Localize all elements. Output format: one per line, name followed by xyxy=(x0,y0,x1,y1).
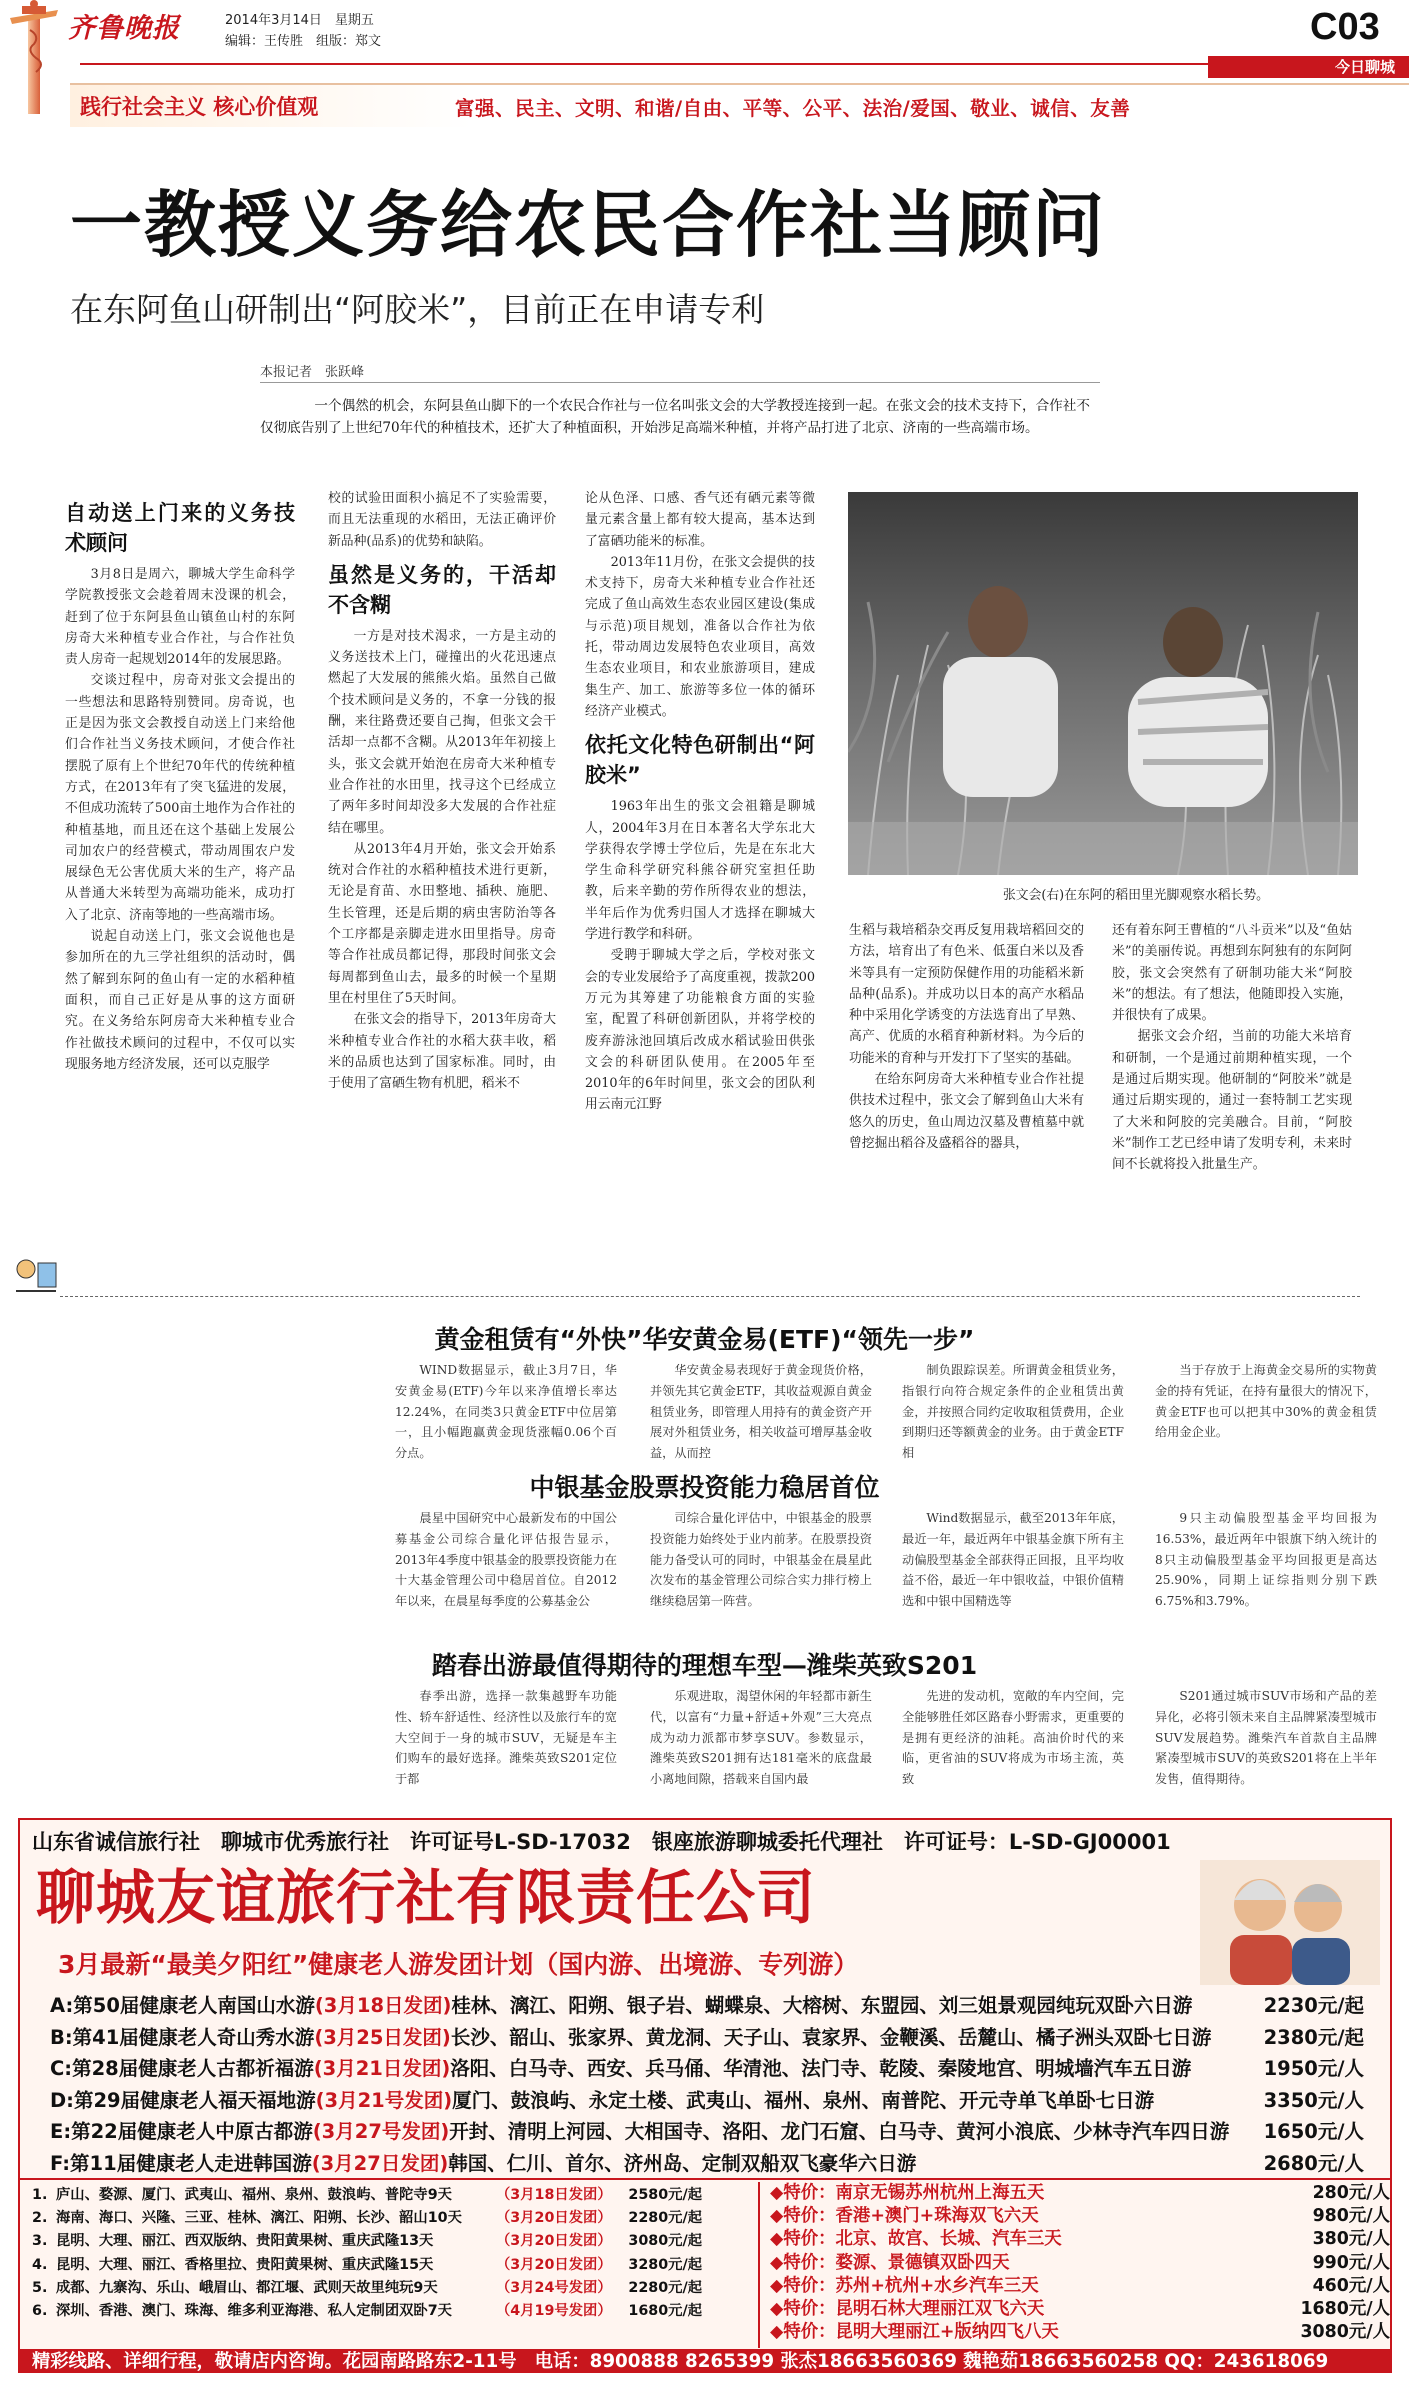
brief-1-col-2 xyxy=(650,1360,872,1460)
list-price: 3080元/起 xyxy=(628,2233,702,2250)
list-number: 3. xyxy=(32,2233,48,2250)
photo-caption: 张文会(右)在东阿的稻田里光脚观察水稻长势。 xyxy=(1003,888,1269,903)
tour-row xyxy=(50,2116,1364,2144)
list-number: 1. xyxy=(32,2187,48,2203)
tour-price: 1950元/人 xyxy=(1263,2057,1364,2080)
list-item xyxy=(32,2207,752,2230)
paragraph: 据张文会介绍，当前的功能大米培育和研制，一个是通过前期种植实现，一个是通过后期实现。他研制的“阿胶米”就是通过后期实现的，通过一套特制工艺实现了大米和阿胶的完美融合。目前，“阿胶米”制作工艺已经申请了发明专利，未来时间不长就将投入批量生产。 xyxy=(1112,1029,1352,1173)
special-desc xyxy=(770,2205,1262,2228)
list-date: （3月20日发团） xyxy=(496,2256,612,2273)
special-price: 3080元/人 xyxy=(1300,2322,1390,2343)
list-route: 庐山、婺源、厦门、武夷山、福州、泉州、鼓浪屿、普陀寺9天 xyxy=(56,2187,452,2203)
paragraph: 2013年11月份，在张文会提供的技术支持下，房奇大米种植专业合作社还完成了鱼山高效生态农业园区建设(集成与示范)项目规划，准备以合作社为依托，带动周边发展特色农业项目，高效生态农业项目，和农业旅游项目，建成集生产、加工、旅游等多位一体的循环经济产业模式。 xyxy=(585,554,815,719)
brief-title-1: 黄金租赁有“外快”华安黄金易(ETF)“领先一步” xyxy=(434,1325,975,1354)
special-price: 460元/人 xyxy=(1312,2275,1390,2296)
list-price: 1680元/起 xyxy=(628,2303,702,2320)
tour-price: 2230元/起 xyxy=(1263,1994,1364,2017)
tour-desc xyxy=(50,2022,1211,2050)
special-price: 980元/人 xyxy=(1312,2206,1390,2227)
tour-date: (3月18日发团) xyxy=(314,1994,452,2017)
article-column-5 xyxy=(1112,920,1352,1280)
special-price: 990元/人 xyxy=(1312,2252,1390,2273)
ad-divider xyxy=(20,2178,1392,2180)
special-item xyxy=(770,2182,1390,2205)
list-number: 6. xyxy=(32,2303,48,2320)
section-tab xyxy=(1208,56,1409,78)
special-item xyxy=(770,2275,1390,2298)
paragraph: 说起自动送上门，张文会说他也是参加所在的九三学社组织的活动时，偶然了解到东阿的鱼山有一定的水稻种植面积，而自己正好是从事的这方面研究。在义务给东阿房奇大米种植专业合作社做技术顾问的过程中，不仅可以实现服务地方经济发展，还可以克服学 xyxy=(65,929,295,1072)
special-item xyxy=(770,2252,1390,2275)
paragraph: 交谈过程中，房奇对张文会提出的一些想法和思路特别赞同。房奇说，也正是因为张文会教授自动送上门来给他们合作社当义务技术顾问，才使合作社摆脱了原有上个世纪70年代的传统种植方式，在2013年有了突飞猛进的发展，不但成功流转了500亩土地作为合作社的种植基地，而且还在这个基础上发展公司加农户的经营模式，带动周围农户发展绿色无公害优质大米的生产，将产品从普通大米转型为高端功能米，成功打入了北京、济南等地的一些高端市场。 xyxy=(65,673,295,923)
special-desc xyxy=(770,2182,1262,2205)
brief-1-col-3 xyxy=(902,1360,1124,1460)
tour-route: 桂林、漓江、阳朔、银子岩、蝴蝶泉、大榕树、东盟园、刘三姐景观园纯玩双卧六日游 xyxy=(451,1994,1193,2017)
rice-field-photo xyxy=(848,492,1358,875)
article-column-3 xyxy=(585,488,815,1280)
list-item xyxy=(32,2230,752,2253)
paragraph: 在张文会的指导下，2013年房奇大米种植专业合作社的水稻大获丰收，稻米的品质也达到了国家标准。同时，由于使用了富硒生物有机肥，稻米不 xyxy=(328,1012,556,1092)
tour-price: 2680元/人 xyxy=(1263,2151,1364,2175)
tour-route: 开封、清明上河园、大相国寺、洛阳、龙门石窟、白马寺、黄河小浪底、少林寺汽车四日游 xyxy=(449,2120,1230,2143)
special-text: ◆特价：香港+澳门+珠海双飞六天 xyxy=(770,2206,1039,2227)
tour-desc xyxy=(50,1990,1192,2018)
tour-prefix: A:第50届健康老人南国山水游 xyxy=(50,1994,315,2017)
special-desc xyxy=(770,2228,1262,2251)
paragraph: 还有着东阿王曹植的“八斗贡米”以及“鱼姑米”的美丽传说。再想到东阿独有的东阿阿胶，张文会突然有了研制功能大米“阿胶米”的想法。有了想法，他随即投入实施，并很快有了成果。 xyxy=(1112,923,1352,1024)
paragraph: 在给东阿房奇大米种植专业合作社提供技术过程中，张文会了解到鱼山大米有悠久的历史，鱼山周边汉墓及曹植墓中就曾挖掘出稻谷及盛稻谷的器具， xyxy=(849,1072,1084,1151)
masthead-rule xyxy=(80,63,1208,65)
special-text: ◆特价：昆明石林大理丽江双飞六天 xyxy=(770,2299,1045,2320)
paragraph: Wind数据显示，截至2013年年底，最近一年，最近两年中银基金旗下所有主动偏股型基金全部获得正回报，且平均收益不俗，最近一年中银收益，中银价值精选和中银中国精选等 xyxy=(902,1511,1124,1609)
elderly-couple-icon xyxy=(1200,1860,1380,1985)
brief-2-col-3 xyxy=(902,1508,1124,1633)
list-route: 昆明、大理、丽江、香格里拉、贵阳黄果树、重庆武隆15天 xyxy=(56,2256,434,2273)
section-label: 今日聊城 xyxy=(1334,58,1395,76)
issue-date: 2014年3月14日 星期五 xyxy=(225,13,374,28)
paragraph: 3月8日是周六，聊城大学生命科学学院教授张文会趁着周末没课的机会，赶到了位于东阿县鱼山镇鱼山村的东阿房奇大米种植专业合作社，与合作社负责人房奇一起规划2014年的发展思路。 xyxy=(65,567,295,668)
tour-prefix: B:第41届健康老人奇山秀水游 xyxy=(50,2025,315,2049)
paragraph: 制负跟踪误差。所谓黄金租赁业务，指银行向符合规定条件的企业租赁出黄金，并按照合同约定收取租赁费用，企业到期归还等额黄金的业务。由于黄金ETF相 xyxy=(902,1363,1124,1460)
special-text: ◆特价：昆明大理丽江+版纳四飞八天 xyxy=(770,2322,1059,2343)
list-date: （3月18日发团） xyxy=(496,2187,612,2203)
tour-desc xyxy=(50,2148,916,2176)
tour-date: (3月27日发团) xyxy=(311,2151,449,2175)
tour-price: 3350元/人 xyxy=(1263,2088,1364,2112)
newspaper-brand: 齐鲁晚报 xyxy=(68,13,180,44)
paragraph: 9只主动偏股型基金平均回报为16.53%，最近两年中银旗下纳入统计的8只主动偏股型基金平均回报更是高达25.90%，同期上证综指则分别下跌6.75%和3.79%。 xyxy=(1155,1511,1377,1609)
article-column-1 xyxy=(65,490,295,1280)
tour-prefix: D:第29届健康老人福天福地游 xyxy=(50,2088,316,2112)
brief-3-col-4 xyxy=(1155,1686,1377,1811)
tour-row xyxy=(50,2022,1364,2050)
list-number: 4. xyxy=(32,2256,48,2273)
list-route: 昆明、大理、丽江、西双版纳、贵阳黄果树、重庆武隆13天 xyxy=(56,2233,434,2250)
tour-route: 洛阳、白马寺、西安、兵马俑、华清池、法门寺、乾陵、秦陵地宫、明城墙汽车五日游 xyxy=(450,2057,1192,2080)
list-item xyxy=(32,2254,752,2277)
subhead-1: 自动送上门来的义务技术顾问 xyxy=(65,501,295,555)
paragraph: 春季出游，选择一款集越野车功能性、轿车舒适性、经济性以及旅行车的宽大空间于一身的城市SUV，无疑是车主们购车的最好选择。潍柴英致S201定位于都 xyxy=(395,1689,617,1787)
list-price: 2580元/起 xyxy=(628,2187,702,2203)
lead-paragraph xyxy=(260,395,1090,440)
paragraph: WIND数据显示，截止3月7日，华安黄金易(ETF)今年以来净值增长率达12.24%，在同类3只黄金ETF中位居第一，且小幅跑赢黄金现货涨幅0.06个百分点。 xyxy=(395,1363,617,1460)
list-number: 2. xyxy=(32,2210,48,2227)
special-desc xyxy=(770,2275,1262,2298)
article-column-2 xyxy=(328,488,556,1280)
tour-row xyxy=(50,2053,1364,2081)
special-item xyxy=(770,2205,1390,2228)
tour-price: 2380元/起 xyxy=(1263,2025,1364,2049)
brief-1-col-4 xyxy=(1155,1360,1377,1460)
ad-company-name: 聊城友谊旅行社有限责任公司 xyxy=(36,1863,817,1932)
list-item xyxy=(32,2184,752,2207)
tour-row xyxy=(50,2148,1364,2176)
brief-2-col-1 xyxy=(395,1508,617,1633)
special-price-list xyxy=(770,2182,1390,2344)
list-price: 2280元/起 xyxy=(628,2210,702,2227)
special-price: 1680元/人 xyxy=(1300,2299,1390,2320)
list-item xyxy=(32,2277,752,2300)
page-number: C03 xyxy=(1310,6,1380,48)
tour-prefix: E:第22届健康老人中原古都游 xyxy=(50,2120,313,2143)
tour-route: 韩国、仁川、首尔、济州岛、定制双船双飞豪华六日游 xyxy=(448,2151,917,2175)
special-desc xyxy=(770,2321,1262,2344)
special-text: ◆特价：北京、故宫、长城、汽车三天 xyxy=(770,2229,1062,2250)
tour-prefix: C:第28届健康老人古都祈福游 xyxy=(50,2057,314,2080)
special-text: ◆特价：南京无锡苏州杭州上海五天 xyxy=(770,2183,1045,2203)
main-headline: 一教授义务给农民合作社当顾问 xyxy=(70,183,1107,267)
brief-title-3: 踏春出游最值得期待的理想车型—潍柴英致S201 xyxy=(431,1651,978,1680)
short-tour-list xyxy=(32,2184,752,2323)
banner-values: 富强、民主、文明、和谐/自由、平等、公平、法治/爱国、敬业、诚信、友善 xyxy=(455,97,1131,120)
special-price: 380元/人 xyxy=(1312,2229,1390,2250)
value-banner xyxy=(70,83,1409,127)
brief-2-col-2 xyxy=(650,1508,872,1633)
list-date: （3月20日发团） xyxy=(496,2233,612,2250)
brief-1-col-1 xyxy=(395,1360,617,1460)
ad-plan: 3月最新“最美夕阳红”健康老人游发团计划（国内游、出境游、专列游） xyxy=(58,1950,859,1979)
ad-contact: 精彩线路、详细行程，敬请店内咨询。花园南路路东2-11号 电话：8900888 8265399 张杰18663560369 魏艳茹18663560258 QQ：243618069 xyxy=(32,2351,1329,2372)
list-divider xyxy=(758,2182,760,2348)
tour-route: 厦门、鼓浪屿、永定土楼、武夷山、福州、泉州、南普陀、开元寺单飞单卧七日游 xyxy=(452,2088,1155,2112)
tour-date: (3月25日发团) xyxy=(314,2025,451,2049)
paragraph: 一方是对技术渴求，一方是主动的义务送技术上门，碰撞出的火花迅速点燃起了大发展的熊熊火焰。虽然自己做个技术顾问是义务的，不拿一分钱的报酬，来往路费还要自己掏，但张文会干活却一点都不含糊。从2013年年初接上头，张文会就开始泡在房奇大米种植专业合作社的水田里，找寻这个已经成立了两年多时间却没多大发展的合作社症结在哪里。 xyxy=(328,628,556,836)
list-route: 成都、九寨沟、乐山、峨眉山、都江堰、武则天故里纯玩9天 xyxy=(56,2279,438,2296)
byline: 本报记者 张跃峰 xyxy=(260,365,365,380)
paragraph: 校的试验田面积小搞足不了实验需要，而且无法重现的水稻田，无法正确评价新品种(品系)的优势和缺陷。 xyxy=(328,491,556,549)
travel-advertisement xyxy=(18,1818,1392,2373)
tour-list xyxy=(20,1990,1392,2180)
tour-row xyxy=(50,2085,1364,2113)
paragraph: 受聘于聊城大学之后，学校对张文会的专业发展给予了高度重视，拨款200万元为其筹建了功能粮食方面的实验室，配置了科研创新团队，并将学校的废弃游泳池回填后改成水稻试验田供张文会的科研团队使用。在2005年至2010年的6年时间里，张文会的团队利用云南元江野 xyxy=(585,948,815,1113)
tour-date: (3月21日发团) xyxy=(313,2057,451,2080)
list-price: 3280元/起 xyxy=(628,2256,702,2273)
paragraph: 华安黄金易表现好于黄金现货价格，并领先其它黄金ETF，其收益观源自黄金租赁业务，即管理人用持有的黄金资产开展对外租赁业务，相关收益可增厚基金收益，从而控 xyxy=(650,1363,872,1460)
tour-route: 长沙、韶山、张家界、黄龙洞、天子山、袁家界、金鞭溪、岳麓山、橘子洲头双卧七日游 xyxy=(450,2025,1212,2049)
special-text: ◆特价：苏州+杭州+水乡汽车三天 xyxy=(770,2275,1039,2296)
tour-desc xyxy=(50,2053,1191,2081)
tour-desc xyxy=(50,2085,1154,2113)
tour-price: 1650元/人 xyxy=(1263,2120,1364,2143)
list-route: 深圳、香港、澳门、珠海、维多利亚海港、私人定制团双卧7天 xyxy=(56,2303,452,2320)
paragraph: 先进的发动机，宽敞的车内空间，完全能够胜任郊区路春小野需求，更重要的是拥有更经济的油耗。高油价时代的来临，更省油的SUV将成为市场主流，英致 xyxy=(902,1689,1124,1787)
list-date: （3月20日发团） xyxy=(496,2210,612,2227)
main-subheadline: 在东阿鱼山研制出“阿胶米”，目前正在申请专利 xyxy=(70,290,765,329)
masthead xyxy=(0,0,1409,135)
list-item xyxy=(32,2300,752,2323)
article-column-4 xyxy=(849,920,1084,1280)
brief-3-col-2 xyxy=(650,1686,872,1811)
tour-row xyxy=(50,1990,1364,2018)
lead-text: 一个偶然的机会，东阿县鱼山脚下的一个农民合作社与一位名叫张文会的大学教授连接到一起。在张文会的技术支持下，合作社不仅彻底告别了上世纪70年代的种植技术，还扩大了种植面积，开始涉足高端米种植，并将产品打进了北京、济南的一些高端市场。 xyxy=(260,398,1090,437)
special-desc xyxy=(770,2298,1262,2321)
special-price: 280元/人 xyxy=(1312,2183,1390,2203)
paragraph: 晨星中国研究中心最新发布的中国公募基金公司综合量化评估报告显示，2013年4季度中银基金的股票投资能力在十大基金管理公司中稳居首位。自2012年以来，在晨星每季度的公募基金公 xyxy=(395,1511,617,1609)
tour-date: (3月27号发团) xyxy=(312,2120,450,2143)
cartoon-cooperative-icon xyxy=(12,1255,62,1295)
paragraph: S201通过城市SUV市场和产品的差异化，必将引领未来自主品牌紧凑型城市SUV发展趋势。潍柴汽车首款自主品牌紧凑型城市SUV的英致S201将在上半年发售，值得期待。 xyxy=(1155,1689,1377,1787)
special-desc xyxy=(770,2252,1262,2275)
special-item xyxy=(770,2298,1390,2321)
special-text: ◆特价：婺源、景德镇双卧四天 xyxy=(770,2252,1010,2273)
list-number: 5. xyxy=(32,2279,48,2296)
brief-2-col-4 xyxy=(1155,1508,1377,1633)
paragraph: 论从色泽、口感、香气还有硒元素等微量元素含量上都有较大提高，基本达到了富硒功能米的标准。 xyxy=(585,491,815,549)
special-item xyxy=(770,2228,1390,2251)
list-date: （3月24号发团） xyxy=(496,2279,612,2296)
paragraph: 司综合量化评估中，中银基金的股票投资能力始终处于业内前茅。在股票投资能力备受认可的同时，中银基金在晨星此次发布的基金管理公司综合实力排行榜上继续稳居第一阵营。 xyxy=(650,1511,872,1609)
tour-prefix: F:第11届健康老人走进韩国游 xyxy=(50,2151,312,2175)
section-divider xyxy=(60,1296,1360,1297)
brief-title-2: 中银基金股票投资能力稳居首位 xyxy=(529,1473,880,1502)
editors: 编辑：王传胜 组版：郑文 xyxy=(225,34,382,49)
subhead-2: 虽然是义务的，干活却不含糊 xyxy=(328,562,556,617)
paragraph: 从2013年4月开始，张文会开始系统对合作社的水稻种植技术进行更新，无论是育苗、水田整地、插秧、施肥、生长管理，还是后期的病虫害防治等各个工序都是亲脚走进水田里指导。房奇等合作社成员都记得，那段时间张文会每周都到鱼山去，最多的时候一个星期里在村里住了5天时间。 xyxy=(328,841,556,1006)
banner-slogan: 践行社会主义 核心价值观 xyxy=(80,95,319,119)
list-date: （4月19号发团） xyxy=(496,2303,612,2320)
brief-3-col-3 xyxy=(902,1686,1124,1811)
tour-date: (3月21号发团) xyxy=(315,2088,453,2112)
paragraph: 当于存放于上海黄金交易所的实物黄金的持有凭证，在持有量很大的情况下，黄金ETF也可以把其中30%的黄金租赁给用金企业。 xyxy=(1155,1363,1377,1440)
photo-illustration xyxy=(848,492,1358,875)
special-item xyxy=(770,2321,1390,2344)
list-price: 2280元/起 xyxy=(628,2279,702,2296)
brief-3-col-1 xyxy=(395,1686,617,1811)
ad-licenses: 山东省诚信旅行社 聊城市优秀旅行社 许可证号L-SD-17032 银座旅游聊城委托代理社 许可证号：L-SD-GJ00001 xyxy=(32,1830,1171,1854)
ad-footer xyxy=(20,2349,1392,2373)
tour-desc xyxy=(50,2116,1229,2144)
paragraph: 生稻与栽培稻杂交再反复用栽培稻回交的方法，培育出了有色米、低蛋白米以及香米等具有一定预防保健作用的功能稻米新品种(品系)。并成功以日本的高产水稻品种中采用化学诱变的方法选育出了早熟、高产、优质的水稻育种新材料。为今后的功能米的育种与开发打下了坚实的基础。 xyxy=(849,923,1084,1066)
paragraph: 乐观进取，渴望休闲的年轻都市新生代，以富有“力量+舒适+外观”三大亮点成为动力派都市梦享SUV。参数显示，潍柴英致S201拥有达181毫米的底盘最小离地间隙，搭载来自国内最 xyxy=(650,1689,872,1787)
paragraph: 1963年出生的张文会祖籍是聊城人，2004年3月在日本著名大学东北大学获得农学博士学位后，先是在东北大学生命科学研究科熊谷研究室担任助教，后来辛勤的劳作所得农业的想法，半年后作为优秀归国人才选择在聊城大学进行教学和科研。 xyxy=(585,799,815,943)
list-route: 海南、海口、兴隆、三亚、桂林、漓江、阳朔、长沙、韶山10天 xyxy=(56,2210,462,2227)
byline-rule xyxy=(260,382,1100,383)
subhead-3: 依托文化特色研制出“阿胶米” xyxy=(585,733,815,788)
